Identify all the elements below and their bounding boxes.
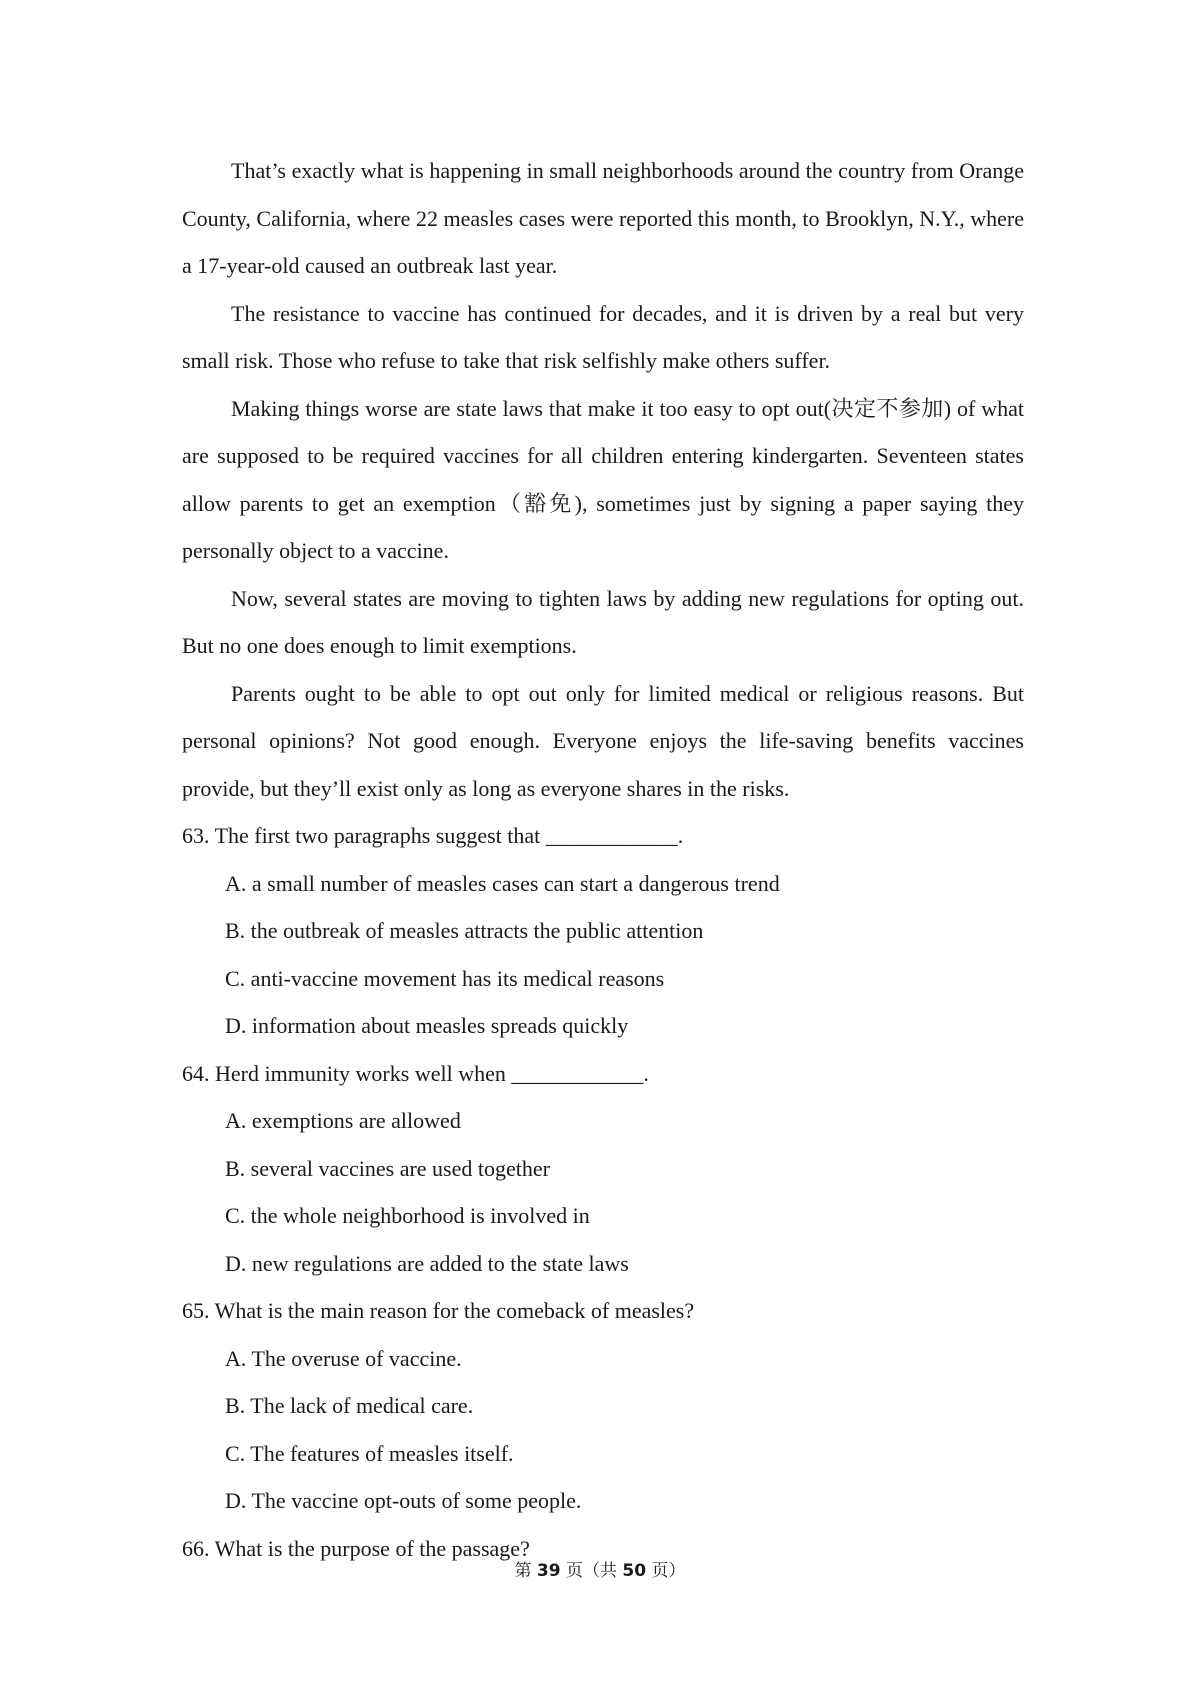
footer-prefix: 第	[514, 1561, 537, 1581]
question-63	[182, 812, 1024, 1050]
page-footer	[0, 1556, 1200, 1581]
question-stem: 63. The first two paragraphs suggest that ____________.	[182, 823, 684, 848]
paragraph-4: Now, several states are moving to tighten laws by adding new regulations for opting out. But no one does enough to limit exemptions.	[182, 585, 1024, 658]
option-b: B. several vaccines are used together	[225, 1155, 550, 1181]
option-a: A. a small number of measles cases can start a dangerous trend	[225, 870, 780, 896]
question-65	[182, 1287, 1024, 1525]
footer-middle: 页（共	[560, 1561, 623, 1581]
option-d: D. new regulations are added to the state laws	[225, 1250, 629, 1276]
page-content	[182, 147, 1024, 1572]
footer-page-number: 39	[536, 1561, 561, 1581]
option-c: C. the whole neighborhood is involved in	[225, 1203, 590, 1228]
question-stem: 65. What is the main reason for the comeback of measles?	[182, 1298, 695, 1323]
option-c: C. The features of measles itself.	[225, 1440, 514, 1466]
paragraph-2: The resistance to vaccine has continued for decades, and it is driven by a real but very small risk. Those who refuse to take that risk selfishly make others suffer.	[182, 300, 1024, 373]
question-stem: 64. Herd immunity works well when ____________.	[182, 1060, 649, 1086]
option-c: C. anti-vaccine movement has its medical reasons	[225, 965, 665, 991]
option-a: A. The overuse of vaccine.	[225, 1345, 462, 1371]
option-d: D. The vaccine opt-outs of some people.	[225, 1488, 582, 1513]
question-64	[182, 1050, 1024, 1288]
option-b: B. The lack of medical care.	[225, 1393, 474, 1418]
option-a: A. exemptions are allowed	[225, 1108, 461, 1133]
question-stem: 66. What is the purpose of the passage?	[182, 1535, 530, 1561]
footer-total-pages: 50	[622, 1561, 647, 1581]
paragraph-1: That’s exactly what is happening in small neighborhoods around the country from Orange County, California, where 22 measles cases were reported this month, to Brooklyn, N.Y., where a 17-year-old caused an outbreak last year.	[182, 158, 1024, 278]
option-b: B. the outbreak of measles attracts the public attention	[225, 918, 704, 943]
paragraph-5: Parents ought to be able to opt out only for limited medical or religious reasons. But personal opinions? Not good enough. Everyone enjoys the life-saving benefits vaccines provide, but they’ll exist only as long as everyone shares in the risks.	[182, 680, 1024, 801]
option-d: D. information about measles spreads quickly	[225, 1013, 629, 1038]
paragraph-3: Making things worse are state laws that make it too easy to opt out(决定不参加) of what are supposed to be required vaccines for all children entering kindergarten. Seventeen states allow parents to get an exemption（豁免), sometimes just by signing a paper saying they personally object to a vaccine.	[182, 395, 1024, 563]
footer-suffix: 页）	[646, 1561, 686, 1581]
